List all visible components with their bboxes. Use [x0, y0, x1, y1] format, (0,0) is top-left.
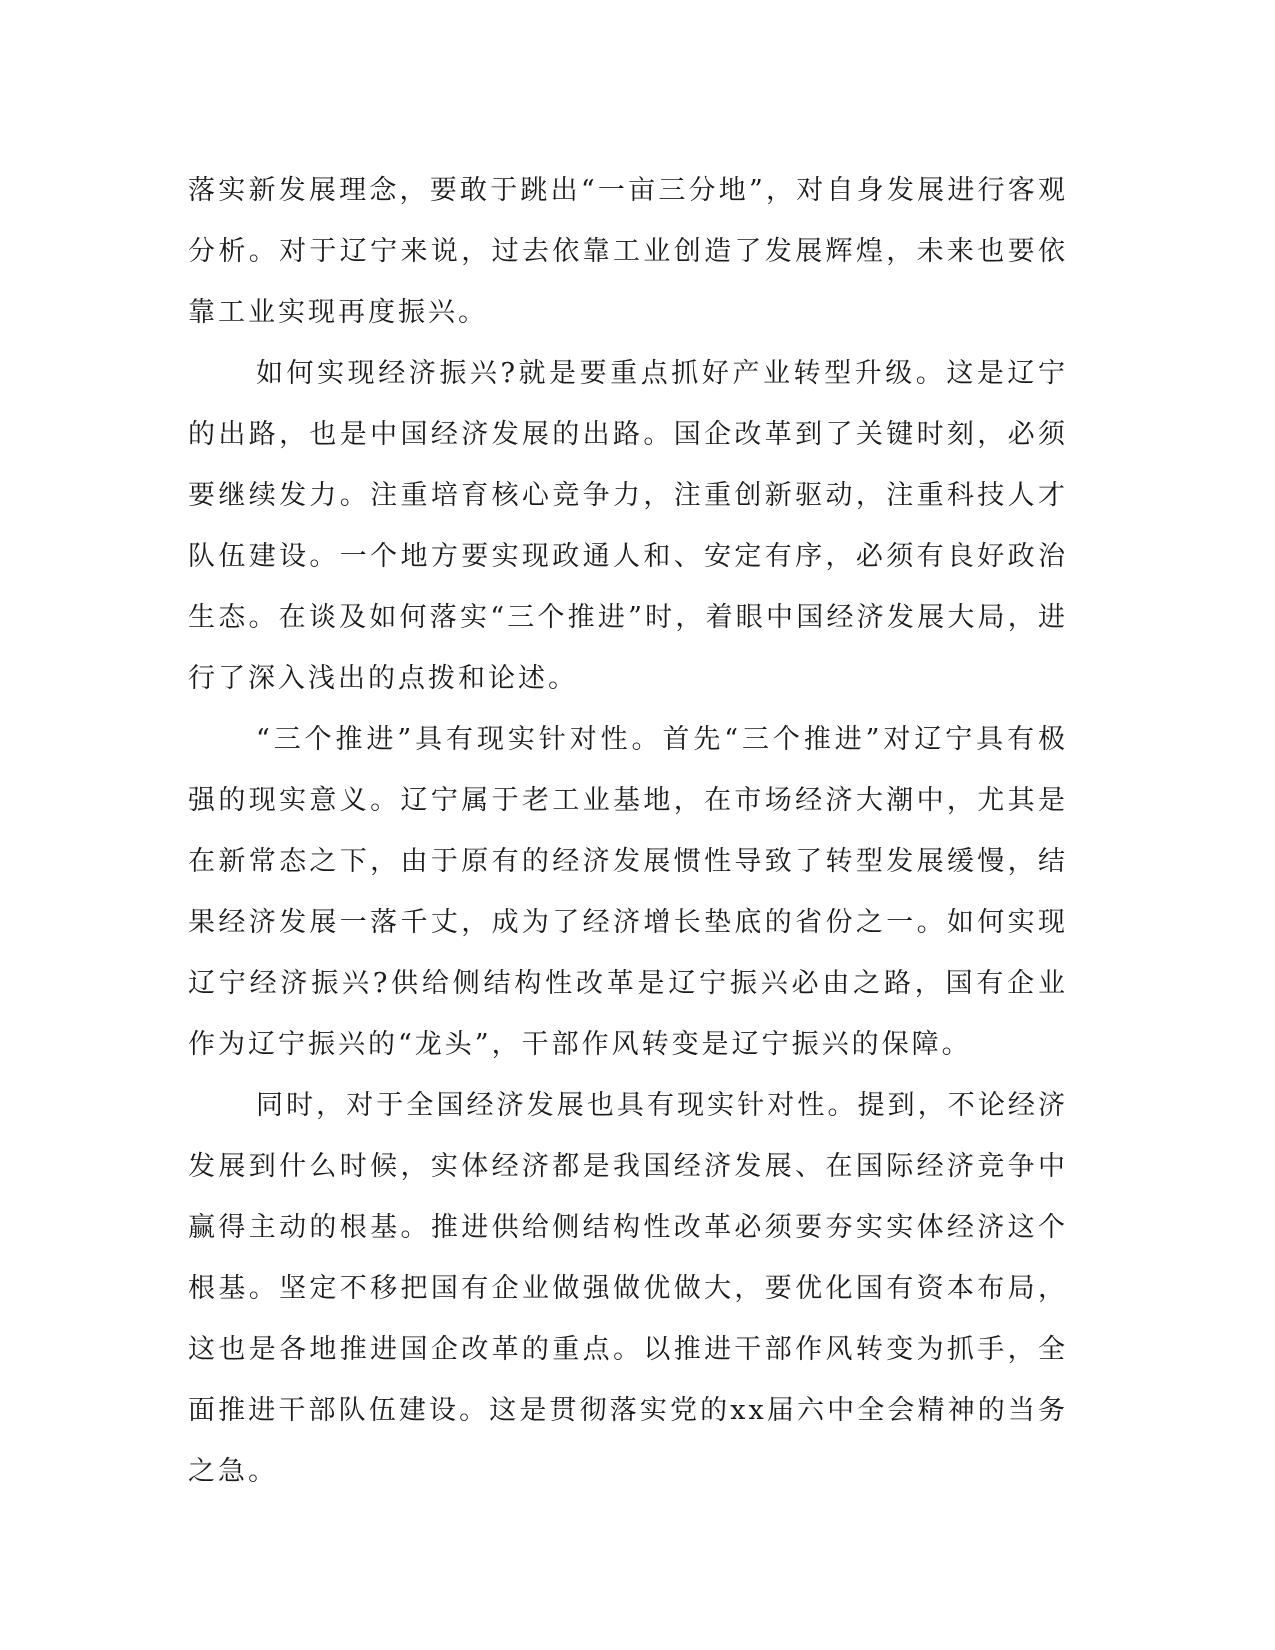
paragraph-1: 落实新发展理念，要敢于跳出“一亩三分地”，对自身发展进行客观分析。对于辽宁来说，过去依靠工业创造了发展辉煌，未来也要依靠工业实现再度振兴。 — [188, 175, 1068, 328]
paragraph-3: “三个推进”具有现实针对性。首先“三个推进”对辽宁具有极强的现实意义。辽宁属于老工业基地，在市场经济大潮中，尤其是在新常态之下，由于原有的经济发展惯性导致了转型发展缓慢，结果经济发展一落千丈，成为了经济增长垫底的省份之一。如何实现辽宁经济振兴?供给侧结构性改革是辽宁振兴必由之路，国有企业作为辽宁振兴的“龙头”，干部作风转变是辽宁振兴的保障。 — [188, 724, 1068, 1060]
document-body — [188, 160, 1068, 1502]
paragraph-4: 同时，对于全国经济发展也具有现实针对性。提到，不论经济发展到什么时候，实体经济都是我国经济发展、在国际经济竞争中赢得主动的根基。推进供给侧结构性改革必须要夯实实体经济这个根基。坚定不移把国有企业做强做优做大，要优化国有资本布局，这也是各地推进国企改革的重点。以推进干部作风转变为抓手，全面推进干部队伍建设。这是贯彻落实党的xx届六中全会精神的当务之急。 — [188, 1090, 1068, 1487]
paragraph-2: 如何实现经济振兴?就是要重点抓好产业转型升级。这是辽宁的出路，也是中国经济发展的出路。国企改革到了关键时刻，必须要继续发力。注重培育核心竞争力，注重创新驱动，注重科技人才队伍建设。一个地方要实现政通人和、安定有序，必须有良好政治生态。在谈及如何落实“三个推进”时，着眼中国经济发展大局，进行了深入浅出的点拨和论述。 — [188, 358, 1068, 694]
